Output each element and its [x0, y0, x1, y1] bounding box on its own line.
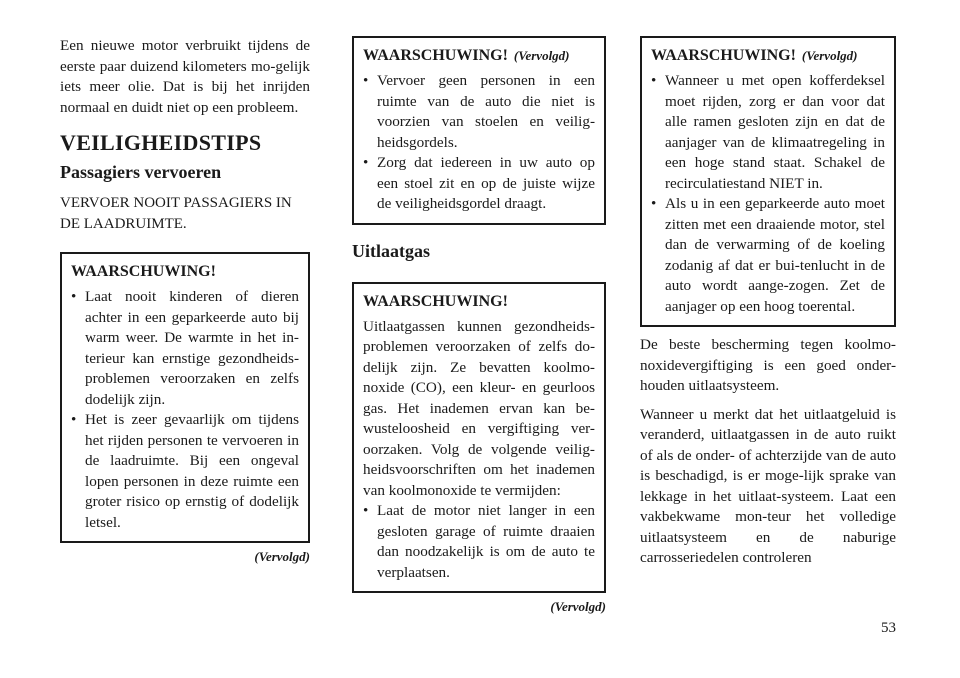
- continued-tag: (Vervolgd): [513, 48, 570, 63]
- warning-item: • Laat nooit kinderen of dieren achter in een geparkeerde auto bij warm weer. De warmte in het in-terieur kan ernstige gezondheids-problemen veroorzaken en zelfs dodelijk zijn.: [71, 288, 299, 408]
- warning-item: • Als u in een geparkeerde auto moet zitten met een draaiende motor, stel dan de verwarming of de koeling zodanig af dat er bui-tenlucht in de auto wordt aange-zogen. Zet de aanjager op een hoog toerental.: [651, 195, 885, 315]
- warning-list: [363, 71, 595, 215]
- subsection-heading: Uitlaatgas: [352, 240, 430, 261]
- warning-box-continued: [640, 36, 896, 327]
- warning-item: • Het is zeer gevaarlijk om tijdens het rijden personen te vervoeren in de laadruimte. Bij een ongeval lopen personen in deze ruimte een groter risico op ernstig of dodelijk letsel.: [71, 411, 299, 531]
- body-paragraph: Wanneer u merkt dat het uitlaatgeluid is veranderd, uitlaatgassen in de auto ruikt of als de onder- of achterzijde van de auto is beschadigd, is er moge-lijk sprake van lekkage in het uitlaat-systeem. Laat een vakbekwame mon-teur het volledige uitlaatsysteem en de naburige carrosseriedelen controleren: [640, 405, 896, 566]
- warning-title: WAARSCHUWING!: [363, 292, 508, 310]
- body-paragraph: De beste bescherming tegen koolmo-noxidevergiftiging is een goed onder-houden uitlaatsysteem.: [640, 336, 896, 394]
- warning-list: [71, 287, 299, 533]
- warning-box-exhaust: [352, 282, 606, 594]
- warning-body: Uitlaatgassen kunnen gezondheids-problemen veroorzaken of zelfs do-delijk zijn. Ze bevatten koolmo-noxide (CO), een kleur- en geurloos gas. Het inademen ervan kan be-wusteloosheid en vergiftiging ver-oorzaken. Volg de volgende veilig-heidsvoorschriften om het inademen van koolmonoxide te vermijden:: [363, 317, 595, 499]
- page-number: 53: [881, 620, 896, 636]
- subsection-heading: Passagiers vervoeren: [60, 162, 222, 182]
- column-middle: [352, 36, 606, 615]
- warning-list: [651, 71, 885, 317]
- warning-item: • Zorg dat iedereen in uw auto op een stoel zit en op de juiste wijze de veiligheidsgordel draagt.: [363, 154, 595, 212]
- column-right: [640, 36, 896, 577]
- continued-label: (Vervolgd): [550, 599, 606, 614]
- warning-list: [363, 501, 595, 583]
- warning-title: WAARSCHUWING!: [71, 263, 216, 280]
- section-heading: VEILIGHEIDSTIPS: [60, 130, 262, 155]
- warning-item: • Wanneer u met open kofferdeksel moet rijden, zorg er dan voor dat alle ramen gesloten zijn en dat de aanjager van de klimaatregeling in een hoge stand staat. Schakel de recirculatiestand NIET in.: [651, 72, 885, 192]
- warning-item: • Laat de motor niet langer in een gesloten garage of ruimte draaien dan noodzakelijk is om de auto te verplaatsen.: [363, 502, 595, 581]
- warning-box: [60, 252, 310, 543]
- caps-notice: VERVOER NOOIT PASSAGIERS IN DE LAADRUIMTE.: [60, 195, 292, 232]
- intro-paragraph: Een nieuwe motor verbruikt tijdens de eerste paar duizend kilometers mo-gelijk iets meer olie. Dat is bij het inrijden normaal en duidt niet op een probleem.: [60, 37, 310, 116]
- warning-title: WAARSCHUWING! (Vervolgd): [363, 47, 570, 64]
- warning-box-continued: [352, 36, 606, 225]
- warning-item: • Vervoer geen personen in een ruimte van de auto die niet is voorzien van stoelen en veilig-heidsgordels.: [363, 72, 595, 151]
- column-left: [60, 36, 310, 565]
- continued-tag: (Vervolgd): [801, 48, 858, 63]
- continued-label: (Vervolgd): [254, 549, 310, 564]
- warning-title: WAARSCHUWING! (Vervolgd): [651, 47, 858, 64]
